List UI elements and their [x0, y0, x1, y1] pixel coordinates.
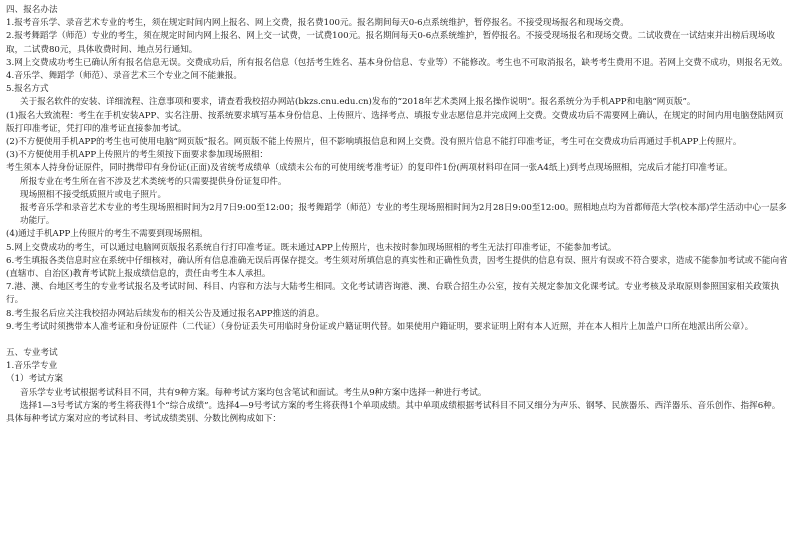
paragraph-4-5-3b: 所报专业在考生所在省不涉及艺术类统考的只需要提供身份证复印件。 [20, 176, 287, 187]
paragraph-4-5-3: (3)不方便使用手机APP上传照片的考生须按下面要求参加现场照相： [6, 150, 268, 161]
section-5-sub-1: 1.音乐学专业 [6, 361, 58, 372]
paragraph-4-1: 1.报考音乐学、录音艺术专业的考生，须在规定时间内网上报名、网上交费，报名费100元。报名期间每天0-6点系统维护，暂停报名。不接受现场报名和现场交费。 [6, 18, 629, 29]
paragraph-4-2: 2.报考舞蹈学（师范）专业的考生，须在规定时间内网上报名、网上交一试费，一试费100元。报名期间每天0-6点系统维护，暂停报名。不接受现场报名和现场交费。二试收费在一试结束并出榜后现场收取，二试费80元，具体收费时间、地点另行通知。 [6, 31, 775, 55]
paragraph-4-5-1: (1)报名大致流程：考生在手机安装APP、实名注册、按系统要求填写基本身份信息、上传照片、选择考点、填报专业志愿信息并完成网上交费。交费成功后不需要网上确认，在规定的时间内用电脑登陆网页版打印准考证，凭打印的准考证直接参加考试。 [6, 110, 784, 134]
paragraph-5-s3: 具体每种考试方案对应的考试科目、考试成绩类别、分数比例构成如下： [6, 414, 282, 425]
paragraph-4-5-3d: 报考音乐学和录音艺术专业的考生现场照相时间为2月7日9:00至12:00；报考舞蹈学（师范）专业的考生现场照相时间为2月28日9:00至12:00。照相地点均为首都师范大学(校本部)学生活动中心一层多功能厅。 [20, 203, 787, 227]
paragraph-4-3: 3.网上交费成功考生已确认所有报名信息无误。交费成功后，所有报名信息（包括考生姓名、基本身份信息、专业等）不能修改。考生也不可取消报名，缺考考生费用不退。若网上交费不成功，则报名无效。 [6, 57, 788, 68]
paragraph-5-s2: 选择1—3号考试方案的考生将获得1个“综合成绩”。选择4—9号考试方案的考生将获得1个单项成绩。其中单项成绩根据考试科目不同又细分为声乐、钢琴、民族器乐、西洋器乐、音乐创作、指挥6种。 [20, 400, 781, 411]
section-gap [6, 334, 788, 347]
paragraph-4-5b: 5.网上交费成功的考生，可以通过电脑网页版报名系统自行打印准考证。既未通过APP上传照片，也未按时参加现场照相的考生无法打印准考证，不能参加考试。 [6, 242, 617, 253]
paragraph-4-7: 7.港、澳、台地区考生的专业考试报名及考试时间、科目、内容和方法与大陆考生相同。文化考试请咨询港、澳、台联合招生办公室，按有关规定参加文化课考试。专业考核及录取原则参照国家相关政策执行。 [6, 282, 780, 306]
paragraph-5-s1: 音乐学专业考试根据考试科目不同，共有9种方案。每种考试方案均包含笔试和面试。考生从9种方案中选择一种进行考试。 [20, 387, 487, 398]
section-4-title: 四、报名办法 [6, 5, 58, 15]
section-5-title: 五、专业考试 [6, 348, 58, 359]
paragraph-4-5-intro: 关于报名软件的安装、详细流程、注意事项和要求，请查看我校招办网站(bkzs.cnu.edu.cn)发布的“2018年艺术类网上报名操作说明”。报名系统分为手机APP和电脑“网页版”。 [20, 97, 696, 108]
paragraph-4-5-3c: 现场照相不接受纸质照片或电子照片。 [20, 189, 167, 200]
paragraph-4-8: 8.考生报名后应关注我校招办网站后续发布的相关公告及通过报名APP推送的消息。 [6, 308, 325, 319]
paragraph-4-6: 6.考生填报各类信息时应在系统中仔细核对，确认所有信息准确无误后再保存提交。考生须对所填信息的真实性和正确性负责，因考生提供的信息有误、照片有误或不符合要求，造成不能参加考试或不能向省(直辖市、自治区)教育考试院上报成绩信息的，责任由考生本人承担。 [6, 255, 788, 280]
paragraph-4-4: 4.音乐学、舞蹈学（师范）、录音艺术三个专业之间不能兼报。 [6, 71, 242, 82]
paragraph-4-5-title: 5.报名方式 [6, 84, 49, 95]
paragraph-4-5-2: (2)不方便使用手机APP的考生也可使用电脑“网页版”报名。网页版不能上传照片，但不影响填报信息和网上交费。没有照片信息不能打印准考证，考生可在交费成功后再通过手机APP上传照片。 [6, 137, 742, 148]
paragraph-4-9: 9.考生考试时须携带本人准考证和身份证原件（二代证）（身份证丢失可用临时身份证或户籍证明代替。如果使用户籍证明，要求证明上附有本人近照，并在本人相片上加盖户口所在地派出所公章）。 [6, 321, 754, 332]
section-5-sub-1-1: （1）考试方案 [6, 374, 64, 385]
paragraph-4-5-4: (4)通过手机APP上传照片的考生不需要到现场照相。 [6, 229, 208, 240]
paragraph-4-5-3a: 考生须本人持身份证原件，同时携带印有身份证(正面)及省统考成绩单（成绩未公布的可使用统考准考证）的复印件1份(两项材料印在同一张A4纸上)到考点现场照相，完成后才能打印准考证。 [6, 163, 733, 174]
